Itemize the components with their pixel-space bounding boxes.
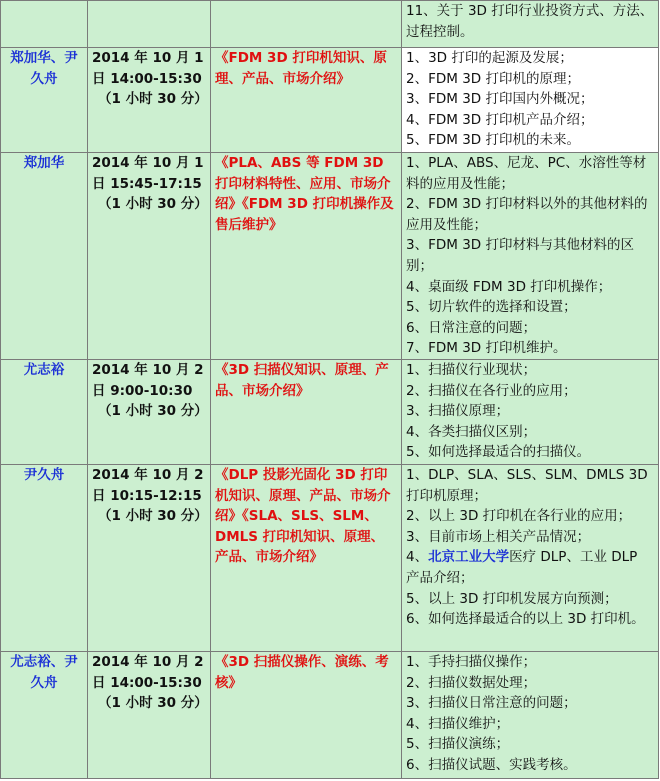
session-topic: 《DLP 投影光固化 3D 打印机知识、原理、产品、市场介绍》《SLA、SLS、SLM、DMLS 打印机知识、原理、产品、市场介绍》 bbox=[215, 467, 391, 566]
topic-cell bbox=[211, 48, 402, 153]
content-item: 11、关于 3D 打印行业投资方式、方法、过程控制。 bbox=[406, 3, 654, 40]
topic-cell bbox=[211, 360, 402, 465]
time-cell bbox=[88, 1, 211, 48]
content-cell bbox=[402, 1, 659, 48]
content-item: 6、扫描仪试题、实践考核。 bbox=[406, 756, 577, 773]
table-row bbox=[1, 360, 659, 465]
content-item: 4、扫描仪维护； bbox=[406, 715, 510, 732]
content-item-highlighted: 4、北京工业大学医疗 DLP、工业 DLP 产品介绍； bbox=[406, 549, 638, 586]
session-time: 2014 年 10 月 2 日 14:00-15:30 bbox=[92, 654, 204, 691]
session-time: 2014 年 10 月 2 日 10:15-12:15 bbox=[92, 467, 204, 504]
teacher-name: 郑加华 bbox=[23, 155, 65, 171]
table-row bbox=[1, 48, 659, 153]
content-item: 3、扫描仪日常注意的问题； bbox=[406, 695, 577, 712]
topic-cell bbox=[211, 652, 402, 779]
table-row bbox=[1, 652, 659, 779]
time-cell bbox=[88, 48, 211, 153]
session-topic: 《FDM 3D 打印机知识、原理、产品、市场介绍》 bbox=[215, 50, 387, 87]
content-item: 3、目前市场上相关产品情况； bbox=[406, 528, 591, 545]
content-cell bbox=[402, 360, 659, 465]
content-item: 5、扫描仪演练； bbox=[406, 736, 510, 753]
topic-cell bbox=[211, 1, 402, 48]
content-item: 2、扫描仪在各行业的应用； bbox=[406, 382, 577, 399]
session-time: 2014 年 10 月 1 日 14:00-15:30 bbox=[92, 50, 204, 87]
content-cell bbox=[402, 48, 659, 153]
content-item: 1、3D 打印的起源及发展； bbox=[406, 50, 573, 66]
content-item: 5、以上 3D 打印机发展方向预测； bbox=[406, 590, 618, 607]
time-cell bbox=[88, 652, 211, 779]
session-duration: （1 小时 30 分） bbox=[98, 403, 208, 420]
content-item: 5、切片软件的选择和设置； bbox=[406, 299, 577, 316]
content-item: 3、扫描仪原理； bbox=[406, 403, 510, 420]
content-item: 3、FDM 3D 打印国内外概况； bbox=[406, 91, 594, 108]
teacher-cell bbox=[1, 153, 88, 360]
content-item: 6、如何选择最适合的以上 3D 打印机。 bbox=[406, 611, 645, 628]
session-duration: （1 小时 30 分） bbox=[98, 695, 208, 712]
content-item: 2、以上 3D 打印机在各行业的应用； bbox=[406, 508, 632, 525]
institution-name: 北京工业大学 bbox=[428, 549, 510, 566]
teacher-name: 尤志裕 bbox=[23, 362, 65, 378]
teacher-cell bbox=[1, 652, 88, 779]
session-time: 2014 年 10 月 2 日 9:00-10:30 bbox=[92, 362, 204, 399]
teacher-name: 尹久舟 bbox=[23, 467, 65, 483]
teacher-name: 郑加华、尹久舟 bbox=[10, 50, 78, 87]
content-item: 6、日常注意的问题； bbox=[406, 319, 537, 336]
content-item: 2、FDM 3D 打印机的原理； bbox=[406, 70, 580, 87]
teacher-cell bbox=[1, 465, 88, 652]
content-item: 1、扫描仪行业现状； bbox=[406, 362, 537, 378]
time-cell bbox=[88, 153, 211, 360]
topic-cell bbox=[211, 465, 402, 652]
session-topic: 《PLA、ABS 等 FDM 3D 打印材料特性、应用、市场介绍》《FDM 3D 打印机操作及售后维护》 bbox=[215, 155, 394, 233]
table-row bbox=[1, 153, 659, 360]
teacher-cell bbox=[1, 48, 88, 153]
content-item: 4、桌面级 FDM 3D 打印机操作； bbox=[406, 278, 612, 295]
session-duration: （1 小时 30 分） bbox=[98, 508, 208, 525]
session-duration: （1 小时 30 分） bbox=[98, 91, 208, 108]
content-item: 5、如何选择最适合的扫描仪。 bbox=[406, 444, 591, 461]
table-row bbox=[1, 465, 659, 652]
content-item: 2、FDM 3D 打印材料以外的其他材料的应用及性能； bbox=[406, 196, 648, 233]
time-cell bbox=[88, 360, 211, 465]
session-duration: （1 小时 30 分） bbox=[98, 196, 208, 213]
content-cell bbox=[402, 652, 659, 779]
session-topic: 《3D 扫描仪操作、演练、考核》 bbox=[215, 654, 389, 691]
content-item: 3、FDM 3D 打印材料与其他材料的区别； bbox=[406, 237, 634, 274]
table-row bbox=[1, 1, 659, 48]
content-item: 1、手持扫描仪操作； bbox=[406, 654, 537, 670]
content-item: 4、FDM 3D 打印机产品介绍； bbox=[406, 111, 594, 128]
content-item: 7、FDM 3D 打印机维护。 bbox=[406, 340, 567, 357]
teacher-cell bbox=[1, 1, 88, 48]
topic-cell bbox=[211, 153, 402, 360]
teacher-name: 尤志裕、尹久舟 bbox=[10, 654, 78, 691]
content-item: 2、扫描仪数据处理； bbox=[406, 674, 537, 691]
content-item: 1、DLP、SLA、SLS、SLM、DMLS 3D 打印机原理； bbox=[406, 467, 648, 504]
content-cell bbox=[402, 153, 659, 360]
content-item: 1、PLA、ABS、尼龙、PC、水溶性等材料的应用及性能； bbox=[406, 155, 647, 192]
content-cell bbox=[402, 465, 659, 652]
content-item: 4、各类扫描仪区别； bbox=[406, 423, 537, 440]
session-topic: 《3D 扫描仪知识、原理、产品、市场介绍》 bbox=[215, 362, 389, 399]
time-cell bbox=[88, 465, 211, 652]
teacher-cell bbox=[1, 360, 88, 465]
content-item: 5、FDM 3D 打印机的未来。 bbox=[406, 132, 580, 149]
session-time: 2014 年 10 月 1 日 15:45-17:15 bbox=[92, 155, 204, 192]
